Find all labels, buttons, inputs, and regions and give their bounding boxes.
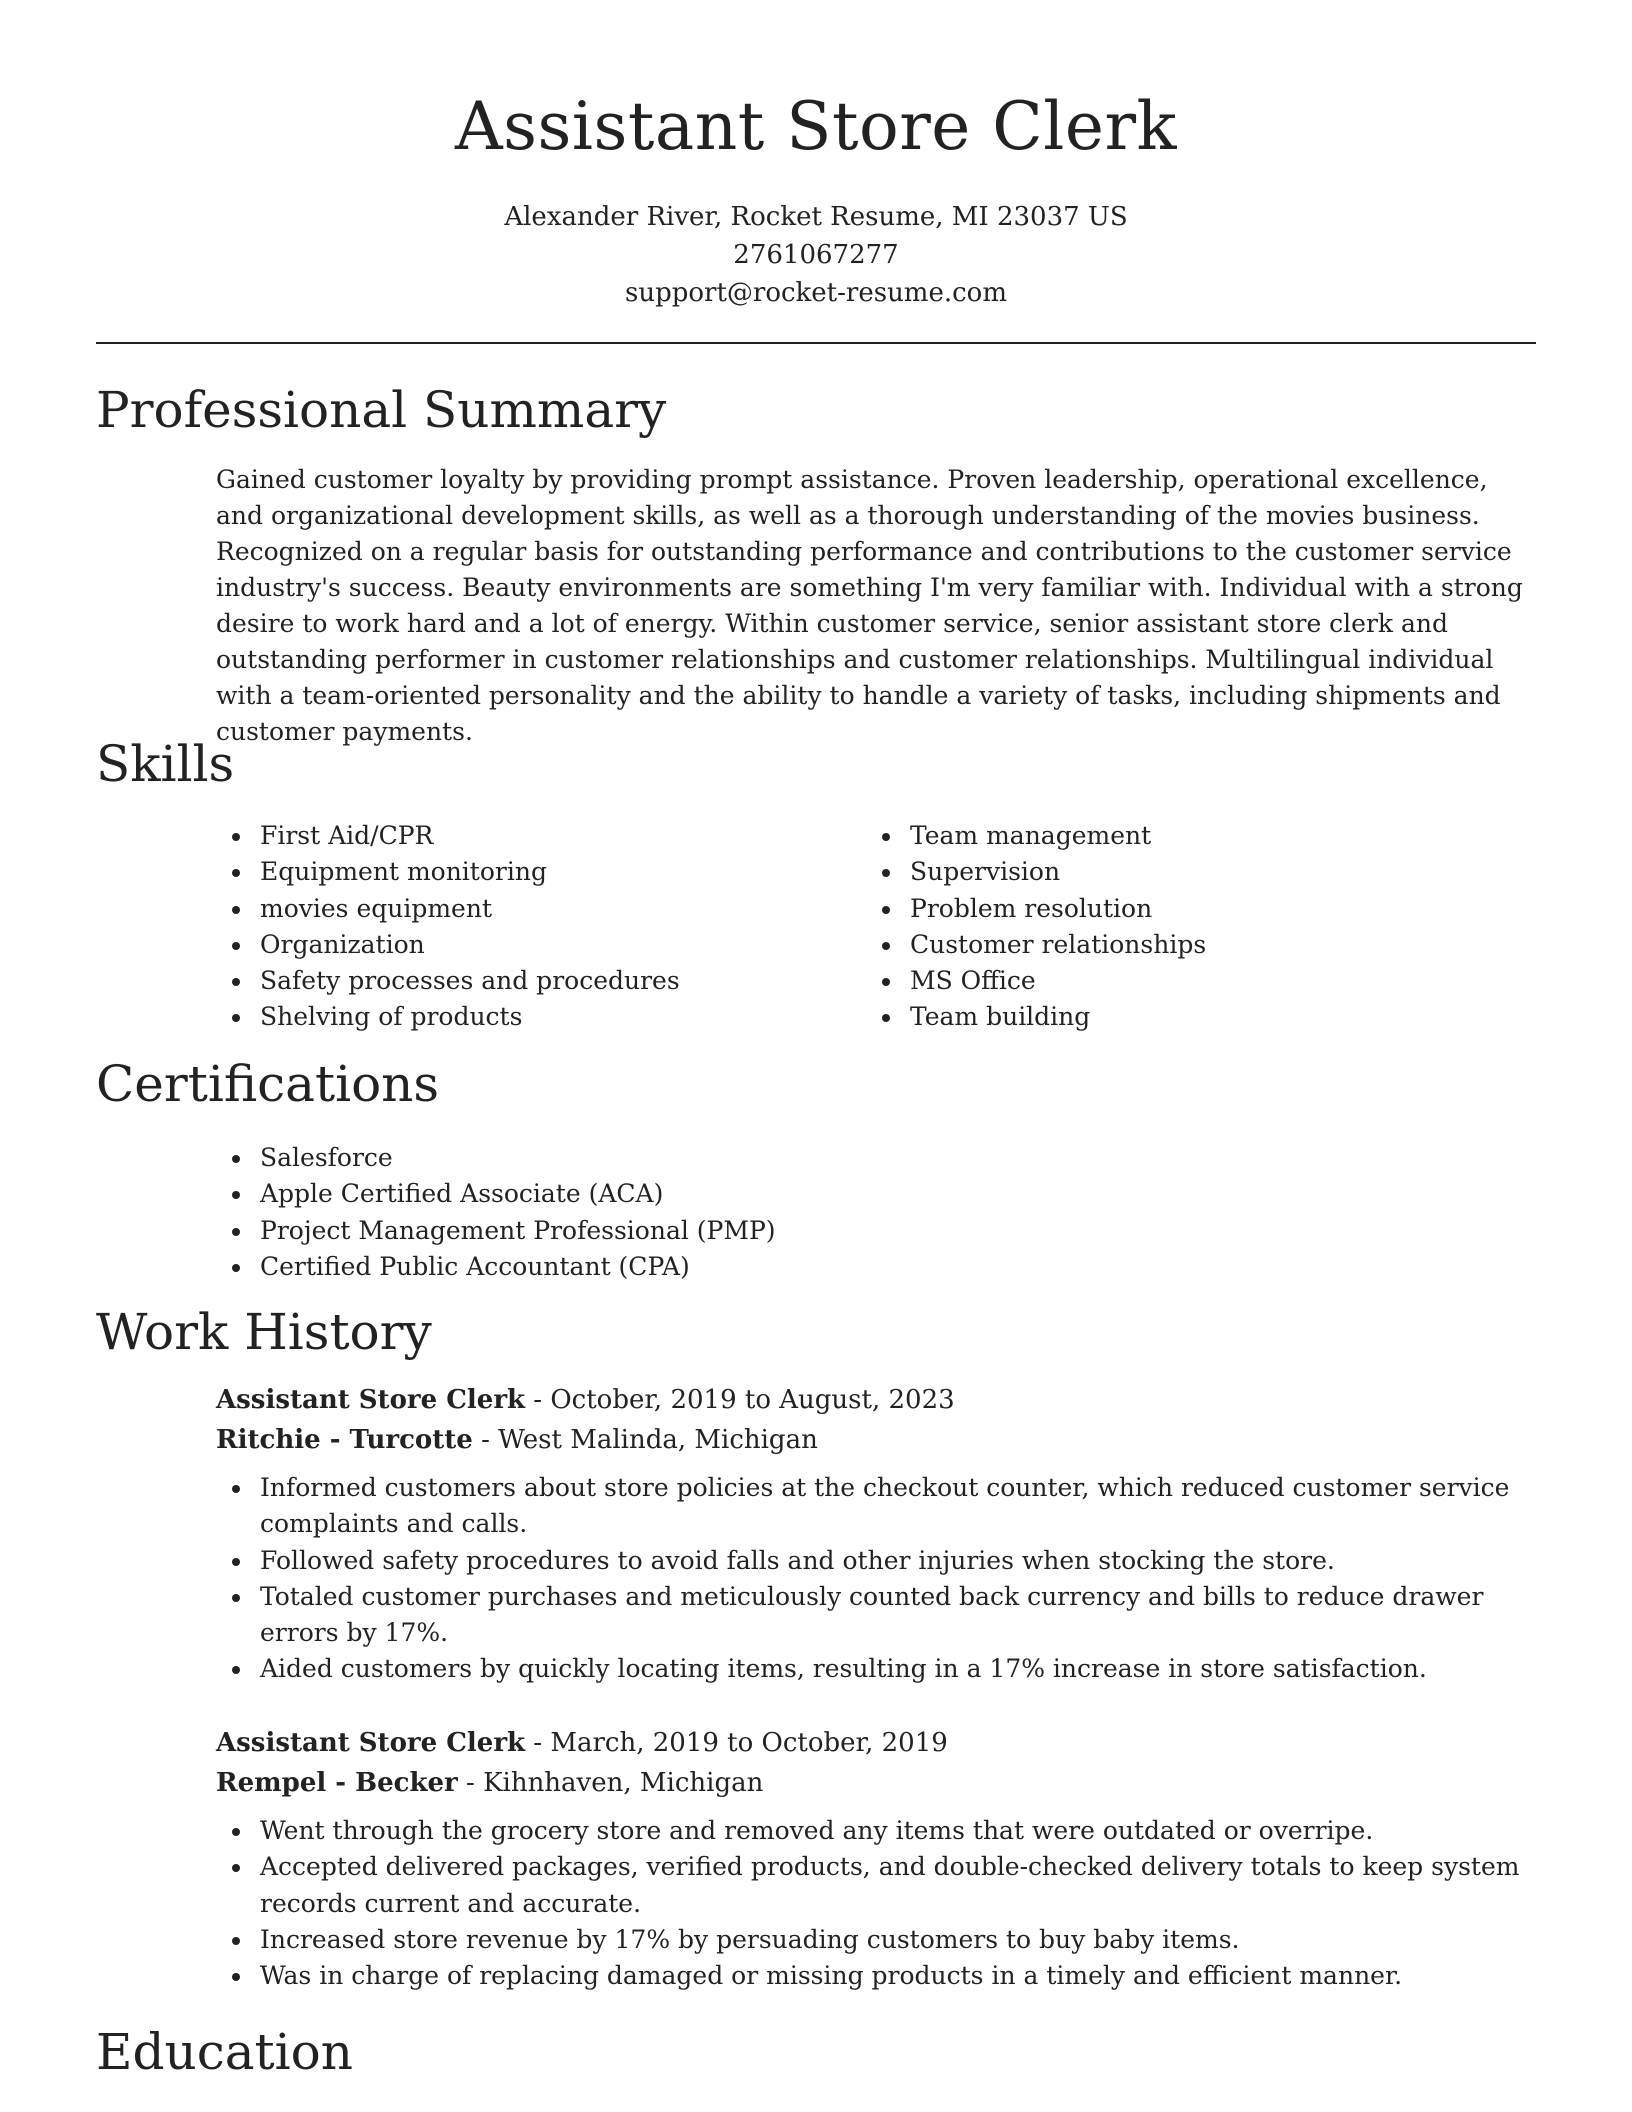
- skill-item: Shelving of products: [216, 999, 836, 1035]
- job-entry: [216, 1723, 1536, 1994]
- resume-header: [96, 84, 1536, 312]
- skill-item: Equipment monitoring: [216, 854, 836, 890]
- skill-item: Supervision: [866, 854, 1486, 890]
- job-company-line: [216, 1420, 1536, 1460]
- skill-item: movies equipment: [216, 891, 836, 927]
- contact-phone: 2761067277: [733, 240, 899, 270]
- certifications-heading: Certifications: [96, 1055, 440, 1113]
- job-company: Rempel - Becker: [216, 1768, 458, 1798]
- skills-list-right: [866, 818, 1486, 1036]
- education-heading: Education: [96, 2023, 353, 2081]
- skills-list-left: [216, 818, 836, 1036]
- job-bullet: Followed safety procedures to avoid falls and other injuries when stocking the store.: [216, 1543, 1536, 1579]
- job-bullets: [216, 1813, 1536, 1994]
- contact-email: support@rocket-resume.com: [624, 278, 1007, 308]
- summary-text: Gained customer loyalty by providing prompt assistance. Proven leadership, operational excellence, and organizational development skills, as well as a thorough understanding of the movies business. Recognized on a regular basis for outstanding performance and contributions to the customer service industry's success. Beauty environments are something I'm very familiar with. Individual with a strong desire to work hard and a lot of energy. Within customer service, senior assistant store clerk and outstanding performer in customer relationships and customer relationships. Multilingual individual with a team-oriented personality and the ability to handle a variety of tasks, including shipments and customer payments.: [216, 465, 1523, 746]
- job-bullet: Informed customers about store policies at the checkout counter, which reduced customer service complaints and calls.: [216, 1470, 1536, 1543]
- contact-info: [96, 198, 1536, 312]
- skill-item: Organization: [216, 927, 836, 963]
- skill-item: Safety processes and procedures: [216, 963, 836, 999]
- certifications-list: [216, 1140, 1536, 1285]
- job-bullet: Increased store revenue by 17% by persuading customers to buy baby items.: [216, 1922, 1536, 1958]
- job-entry: [216, 1380, 1536, 1688]
- summary-heading: Professional Summary: [96, 381, 667, 439]
- job-bullet: Was in charge of replacing damaged or missing products in a timely and efficient manner.: [216, 1958, 1536, 1994]
- certification-item: Certified Public Accountant (CPA): [216, 1249, 1536, 1285]
- contact-address: Alexander River, Rocket Resume, MI 23037 US: [504, 202, 1128, 232]
- skill-item: Customer relationships: [866, 927, 1486, 963]
- skill-item: Problem resolution: [866, 891, 1486, 927]
- resume-title: Assistant Store Clerk: [454, 88, 1178, 165]
- job-title-line: [216, 1723, 1536, 1763]
- certification-item: Apple Certified Associate (ACA): [216, 1176, 1536, 1212]
- job-bullet: Totaled customer purchases and meticulously counted back currency and bills to reduce drawer errors by 17%.: [216, 1579, 1536, 1652]
- certification-item: Salesforce: [216, 1140, 1536, 1176]
- job-bullet: Aided customers by quickly locating items, resulting in a 17% increase in store satisfaction.: [216, 1651, 1536, 1687]
- header-divider: [96, 342, 1536, 344]
- job-dates: - March, 2019 to October, 2019: [525, 1728, 948, 1758]
- work-history-heading: Work History: [96, 1303, 432, 1361]
- job-company: Ritchie - Turcotte: [216, 1425, 473, 1455]
- skill-item: Team management: [866, 818, 1486, 854]
- skill-item: Team building: [866, 999, 1486, 1035]
- job-title: Assistant Store Clerk: [216, 1385, 526, 1415]
- job-dates: - October, 2019 to August, 2023: [525, 1385, 955, 1415]
- job-company-line: [216, 1763, 1536, 1803]
- job-title-line: [216, 1380, 1536, 1420]
- job-bullet: Accepted delivered packages, verified products, and double-checked delivery totals to keep system records current and accurate.: [216, 1849, 1536, 1922]
- job-bullet: Went through the grocery store and removed any items that were outdated or overripe.: [216, 1813, 1536, 1849]
- certification-item: Project Management Professional (PMP): [216, 1213, 1536, 1249]
- job-title: Assistant Store Clerk: [216, 1728, 526, 1758]
- job-location: - Kihnhaven, Michigan: [457, 1768, 764, 1798]
- skill-item: MS Office: [866, 963, 1486, 999]
- skills-heading: Skills: [96, 735, 235, 793]
- job-location: - West Malinda, Michigan: [472, 1425, 818, 1455]
- job-bullets: [216, 1470, 1536, 1688]
- skill-item: First Aid/CPR: [216, 818, 836, 854]
